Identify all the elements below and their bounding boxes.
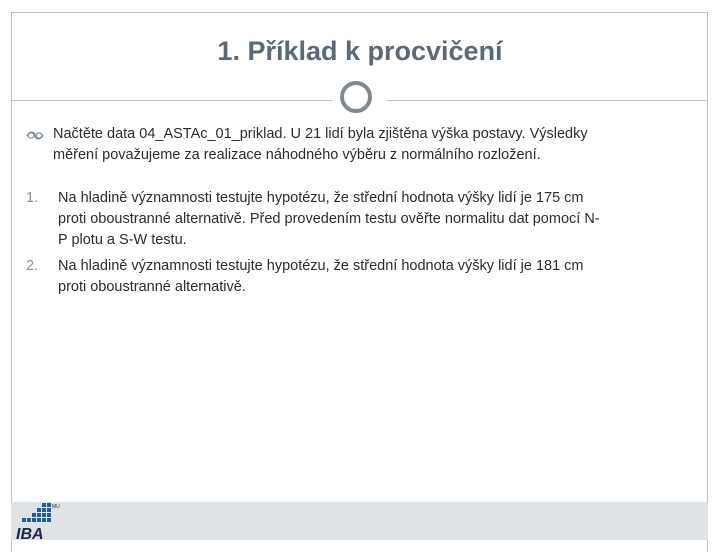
task-2-line-1: Na hladině významnosti testujte hypotézu, že střední hodnota výšky lidí je 181 cm — [58, 258, 584, 274]
task-1-line-3: P plotu a S-W testu. — [58, 232, 187, 248]
bullet-loop-icon — [26, 131, 44, 140]
slide-body — [26, 124, 686, 298]
task-number: 2. — [26, 258, 39, 274]
task-list — [26, 188, 686, 298]
intro-line-2: měření považujeme za realizace náhodného výběru z normálního rozložení. — [53, 147, 541, 163]
task-number: 1. — [26, 190, 39, 206]
task-2-line-2: proti oboustranné alternativě. — [58, 279, 246, 295]
logo-small-text: MU — [52, 504, 60, 510]
task-item-2 — [26, 256, 686, 298]
task-item-1 — [26, 188, 686, 251]
footer-bar — [11, 502, 708, 540]
intro-paragraph — [26, 124, 686, 166]
logo-text: IBA — [16, 526, 44, 543]
intro-line-1: Načtěte data 04_ASTAc_01_priklad. U 21 lidí byla zjištěna výška postavy. Výsledky — [53, 126, 588, 142]
ring-ornament-icon — [340, 81, 372, 113]
task-1-line-1: Na hladině významnosti testujte hypotézu, že střední hodnota výšky lidí je 175 cm — [58, 190, 584, 206]
title-divider-right — [386, 100, 708, 101]
task-1-line-2: proti oboustranné alternativě. Před provedením testu ověřte normalitu dat pomocí N- — [58, 211, 600, 227]
title-divider-left — [11, 100, 332, 101]
slide-title: 1. Příklad k procvičení — [217, 36, 503, 66]
iba-logo-icon — [14, 500, 60, 543]
